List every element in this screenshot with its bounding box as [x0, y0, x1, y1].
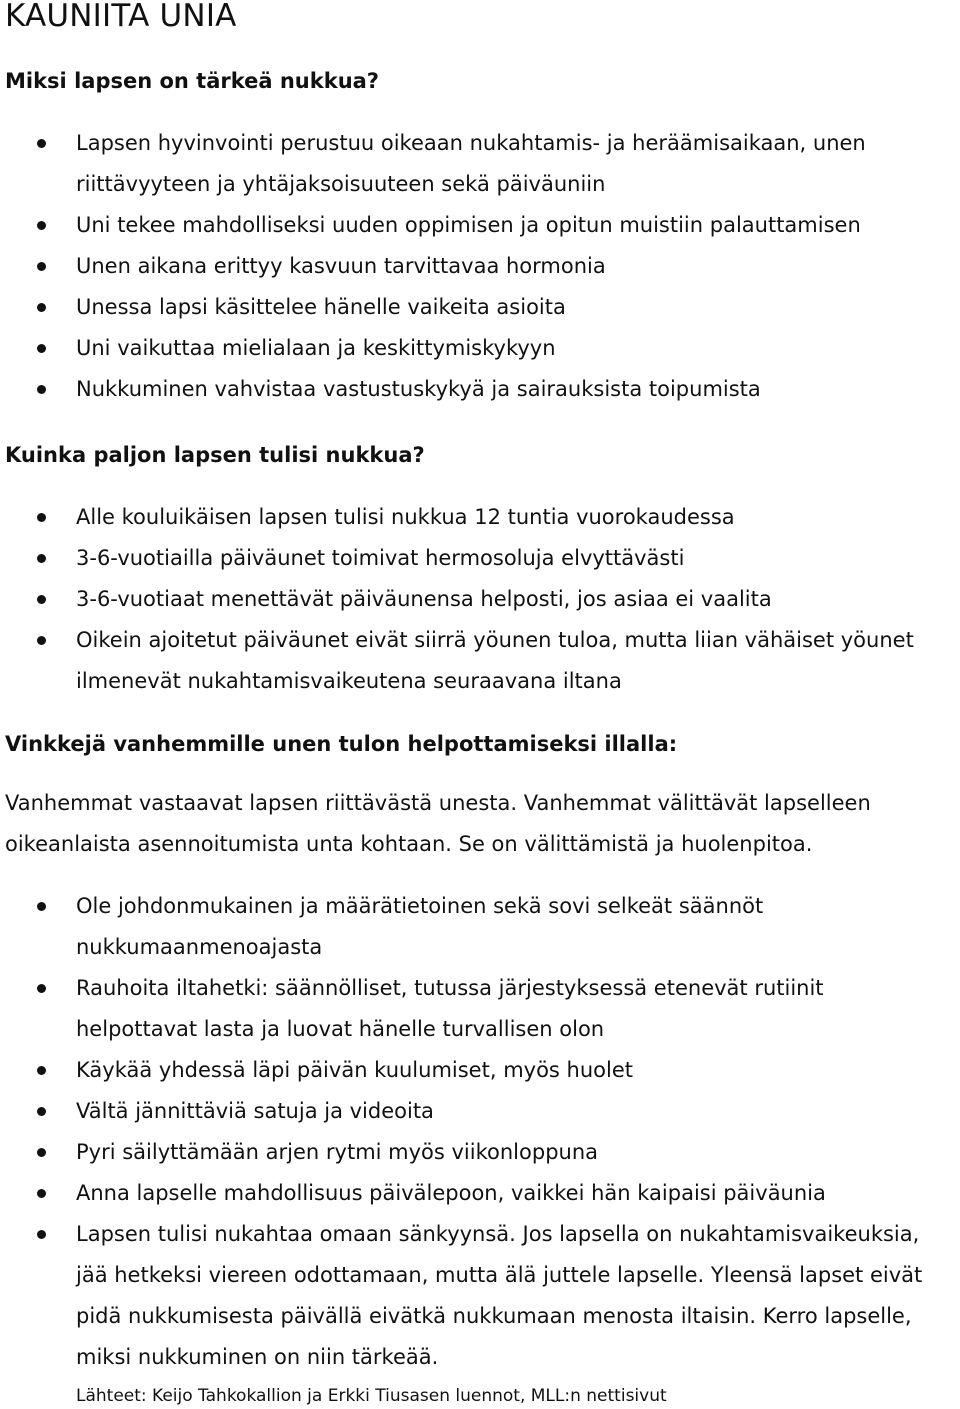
bullet-icon	[37, 1066, 46, 1075]
list-item-text: Pyri säilyttämään arjen rytmi myös viikonloppuna	[76, 1140, 599, 1164]
list-item-text: Oikein ajoitetut päiväunet eivät siirrä yöunen tuloa, mutta liian vähäiset yöunet ilmenevät nukahtamisvaikeutena seuraavana iltana	[76, 628, 914, 693]
tips-list	[0, 886, 955, 1378]
bullet-icon	[37, 595, 46, 604]
list-item	[0, 1091, 955, 1132]
bullet-icon	[37, 1148, 46, 1157]
bullet-icon	[37, 344, 46, 353]
list-item-text: 3-6-vuotiaat menettävät päiväunensa helposti, jos asiaa ei vaalita	[76, 587, 772, 611]
list-item-text: Vältä jännittäviä satuja ja videoita	[76, 1099, 434, 1123]
list-item-text: Alle kouluikäisen lapsen tulisi nukkua 12 tuntia vuorokaudessa	[76, 505, 735, 529]
list-item-text: Anna lapselle mahdollisuus päivälepoon, vaikkei hän kaipaisi päiväunia	[76, 1181, 826, 1205]
list-item-text: Unen aikana erittyy kasvuun tarvittavaa hormonia	[76, 254, 606, 278]
section-heading-tips: Vinkkejä vanhemmille unen tulon helpottamiseksi illalla:	[5, 732, 678, 756]
list-item	[0, 246, 955, 287]
list-item-text: Käykää yhdessä läpi päivän kuulumiset, myös huolet	[76, 1058, 633, 1082]
bullet-icon	[37, 1189, 46, 1198]
why-sleep-list	[0, 123, 955, 410]
bullet-icon	[37, 139, 46, 148]
bullet-icon	[37, 385, 46, 394]
bullet-icon	[37, 902, 46, 911]
list-item-text: Uni tekee mahdolliseksi uuden oppimisen ja opitun muistiin palauttamisen	[76, 213, 861, 237]
list-item-text: 3-6-vuotiailla päiväunet toimivat hermosoluja elvyttävästi	[76, 546, 685, 570]
sources-footnote: Lähteet: Keijo Tahkokallion ja Erkki Tiusasen luennot, MLL:n nettisivut	[76, 1386, 667, 1406]
list-item	[0, 369, 955, 410]
list-item	[0, 123, 944, 205]
list-item	[0, 620, 921, 702]
tips-intro-paragraph: Vanhemmat vastaavat lapsen riittävästä unesta. Vanhemmat välittävät lapselleen oikeanlaista asennoitumista unta kohtaan. Se on välittämistä ja huolenpitoa.	[5, 791, 871, 856]
list-item-text: Rauhoita iltahetki: säännölliset, tutussa järjestyksessä etenevät rutiinit helpottavat lasta ja luovat hänelle turvallisen olon	[76, 976, 824, 1041]
list-item	[0, 538, 955, 579]
list-item-text: Lapsen hyvinvointi perustuu oikeaan nukahtamis- ja heräämisaikaan, unen riittävyyteen ja yhtäjaksoisuuteen sekä päiväuniin	[76, 131, 866, 196]
bullet-icon	[37, 513, 46, 522]
bullet-icon	[37, 1230, 46, 1239]
list-item-text: Nukkuminen vahvistaa vastustuskykyä ja sairauksista toipumista	[76, 377, 761, 401]
bullet-icon	[37, 1107, 46, 1116]
section-heading-how-much: Kuinka paljon lapsen tulisi nukkua?	[5, 443, 425, 467]
list-item	[0, 886, 856, 968]
list-item-text: Uni vaikuttaa mielialaan ja keskittymiskykyyn	[76, 336, 556, 360]
list-item	[0, 287, 955, 328]
list-item-text: Lapsen tulisi nukahtaa omaan sänkyynsä. Jos lapsella on nukahtamisvaikeuksia, jää hetkeksi viereen odottamaan, mutta älä juttele lapselle. Yleensä lapset eivät pidä nukkumisesta päivällä eivätkä nukkumaan menosta iltaisin. Kerro lapselle, miksi nukkuminen on niin tärkeää.	[76, 1222, 923, 1369]
list-item	[0, 328, 955, 369]
bullet-icon	[37, 221, 46, 230]
list-item	[0, 579, 955, 620]
list-item	[0, 205, 955, 246]
bullet-icon	[37, 554, 46, 563]
list-item-text: Ole johdonmukainen ja määrätietoinen sekä sovi selkeät säännöt nukkumaanmenoajasta	[76, 894, 764, 959]
bullet-icon	[37, 262, 46, 271]
section-heading-why-sleep: Miksi lapsen on tärkeä nukkua?	[5, 69, 379, 93]
document-title: KAUNIITA UNIA	[5, 0, 237, 34]
list-item-text: Unessa lapsi käsittelee hänelle vaikeita asioita	[76, 295, 566, 319]
list-item	[0, 1132, 955, 1173]
list-item	[0, 1173, 955, 1214]
list-item	[0, 968, 896, 1050]
bullet-icon	[37, 636, 46, 645]
list-item	[0, 1050, 955, 1091]
bullet-icon	[37, 303, 46, 312]
how-much-list	[0, 497, 955, 702]
bullet-icon	[37, 984, 46, 993]
list-item	[0, 1214, 956, 1378]
list-item	[0, 497, 955, 538]
